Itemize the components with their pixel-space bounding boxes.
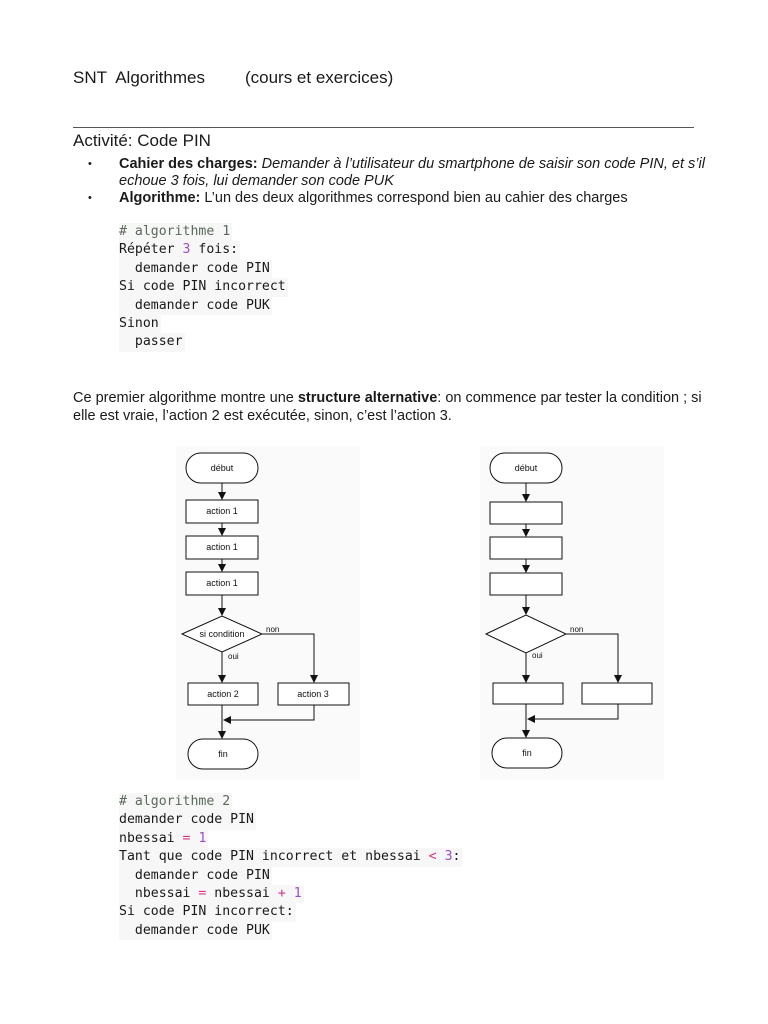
bullet-icon: • xyxy=(88,192,92,204)
end-label: fin xyxy=(218,749,228,759)
bullet-label: Cahier des charges: xyxy=(119,156,258,172)
explanation-paragraph: Ce premier algorithme montre une structure alternative: on commence par tester la condition ; si elle est vraie, l’action 2 est exécutée, sinon, c’est l’action 3. xyxy=(73,390,702,424)
horizontal-rule xyxy=(73,127,694,128)
bullet-label: Algorithme: xyxy=(119,190,201,206)
code-line: Tant que code PIN incorrect et nbessai < 3: xyxy=(119,848,462,866)
action-box xyxy=(493,683,563,704)
code-line: Sinon xyxy=(119,315,161,333)
bullet-text: L’un des deux algorithmes correspond bien au cahier des charges xyxy=(204,190,628,206)
code-line: demander code PUK xyxy=(119,922,272,940)
code-comment: # algorithme 1 xyxy=(119,223,232,241)
action-label: action 1 xyxy=(206,542,238,552)
no-label: non xyxy=(266,625,280,634)
code-line: demander code PIN xyxy=(119,867,272,885)
end-label: fin xyxy=(522,748,532,758)
code-line: demander code PIN xyxy=(119,811,256,829)
page-title xyxy=(73,68,393,88)
action-box xyxy=(490,537,562,559)
bullet-list xyxy=(88,156,708,207)
yes-label: oui xyxy=(228,652,239,661)
action-box xyxy=(490,573,562,595)
flowchart-right xyxy=(480,446,664,780)
action-label: action 2 xyxy=(207,689,239,699)
start-label: début xyxy=(210,463,234,473)
code-line: Si code PIN incorrect xyxy=(119,278,288,296)
title-text: SNT Algorithmes xyxy=(73,68,205,87)
action-label: action 1 xyxy=(206,578,238,588)
bullet-text: Demander à l’utilisateur du smartphone de saisir son code PIN, et s’il echoue 3 fois, lui demander son code PUK xyxy=(119,156,705,189)
action-box xyxy=(490,502,562,524)
action-label: action 3 xyxy=(297,689,329,699)
code-line: nbessai = nbessai + 1 xyxy=(119,885,304,903)
code-block-algo2 xyxy=(119,793,462,940)
code-comment: # algorithme 2 xyxy=(119,793,232,811)
flowchart-left xyxy=(176,446,360,780)
bullet-item-specs xyxy=(88,156,708,190)
start-label: début xyxy=(514,463,538,473)
code-line: nbessai = 1 xyxy=(119,830,208,848)
code-line: passer xyxy=(119,333,185,351)
action-box xyxy=(582,683,652,704)
no-label: non xyxy=(570,625,584,634)
code-block-algo1 xyxy=(119,223,288,352)
code-line: Si code PIN incorrect: xyxy=(119,903,296,921)
activity-heading: Activité: Code PIN xyxy=(73,131,211,150)
bullet-icon: • xyxy=(88,158,92,170)
code-line: demander code PUK xyxy=(119,297,272,315)
title-subtitle: (cours et exercices) xyxy=(244,68,394,87)
code-line: Répéter 3 fois: xyxy=(119,241,240,259)
bullet-item-algorithm xyxy=(88,190,708,207)
action-label: action 1 xyxy=(206,506,238,516)
yes-label: oui xyxy=(532,651,543,660)
condition-label: si condition xyxy=(199,629,245,639)
code-line: demander code PIN xyxy=(119,260,272,278)
